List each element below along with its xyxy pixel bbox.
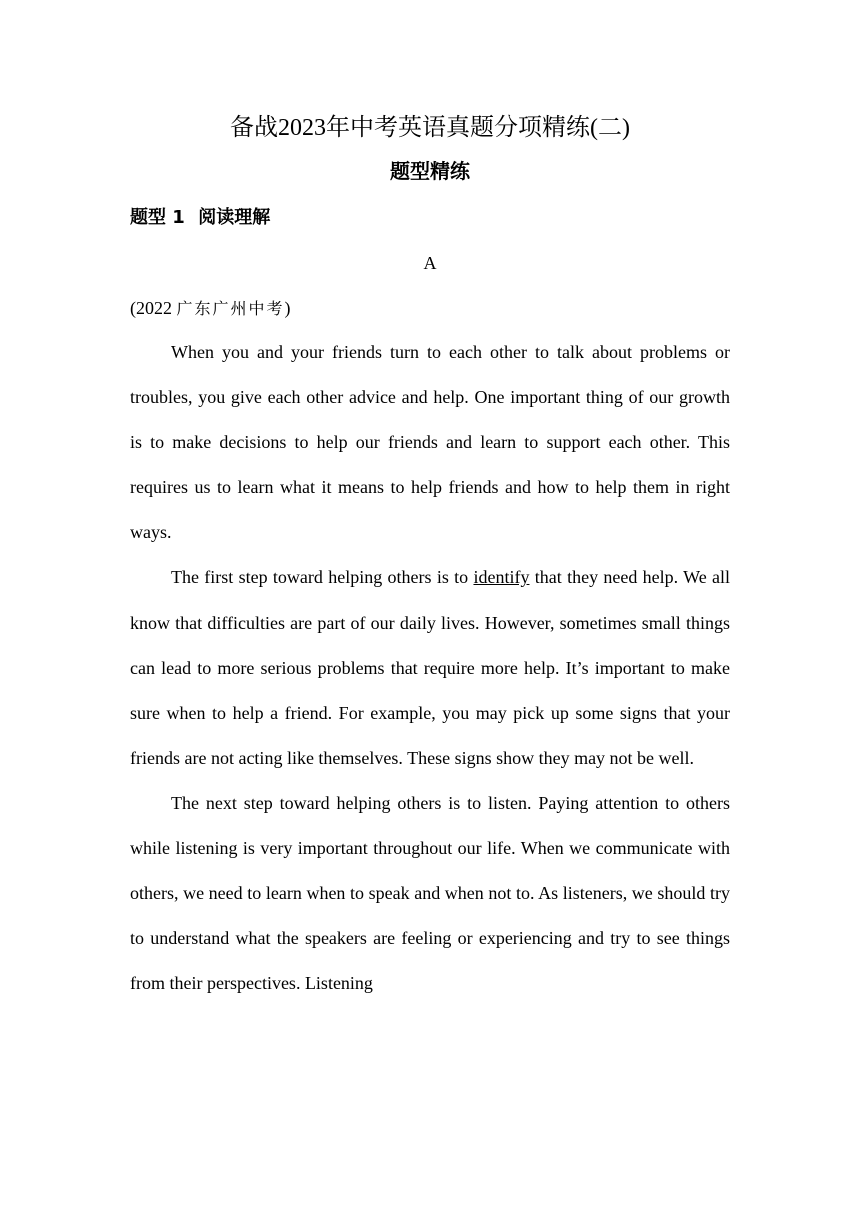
- paragraph-2: [130, 555, 730, 780]
- source-place: 广东广州中考: [176, 299, 285, 318]
- paragraph-2-start: The first step toward helping others is to: [171, 567, 474, 588]
- section-name: 阅读理解: [198, 207, 271, 228]
- paragraph-2-end: that they need help. We all know that difficulties are part of our daily lives. However, sometimes small things can lead to more serious problems that require more help. It’s important to make sure when to help a friend. For example, you may pick up some signs that your friends are not acting like themselves. These signs show they may not be well.: [130, 567, 731, 768]
- document-title: 备战2023年中考英语真题分项精练(二): [230, 115, 630, 141]
- passage-source: [130, 294, 291, 323]
- passage-letter: A: [423, 253, 437, 273]
- section-number: 题型 1: [130, 207, 185, 228]
- underlined-word: identify: [473, 567, 530, 588]
- document-subtitle: 题型精练: [390, 159, 470, 183]
- section-heading: [130, 203, 270, 232]
- paragraph-3: The next step toward helping others is to listen. Paying attention to others while listening is very important throughout our life. When we communicate with others, we need to learn when to speak and when not to. As listeners, we should try to understand what the speakers are feeling or experiencing and try to see things from their perspectives. Listening: [130, 792, 730, 994]
- passage-body: [130, 330, 730, 1006]
- paragraph-1: When you and your friends turn to each other to talk about problems or troubles, you give each other advice and help. One important thing of our growth is to make decisions to help our friends and learn to support each other. This requires us to learn what it means to help friends and how to help them in right ways.: [130, 342, 730, 543]
- source-close: ): [284, 298, 291, 318]
- source-open: (2022: [130, 298, 177, 318]
